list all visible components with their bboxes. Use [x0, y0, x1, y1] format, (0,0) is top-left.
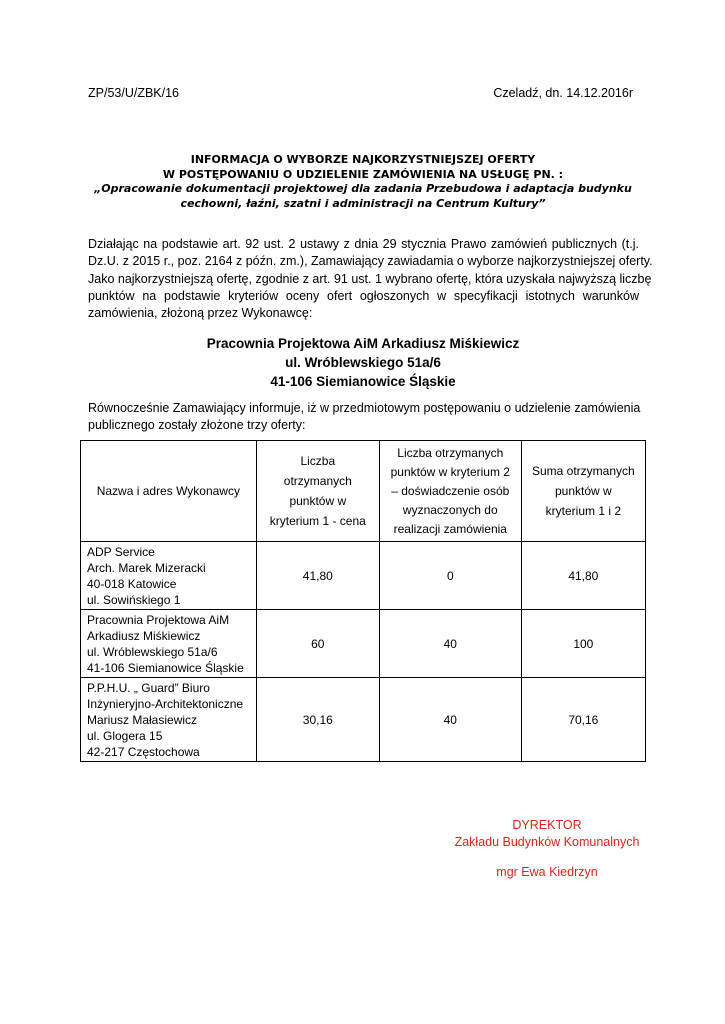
criterion-1-cell: 60 [256, 610, 379, 678]
contractor-cell: P.P.H.U. „ Guard” Biuro Inżynieryjno-Architektoniczne Mariusz Małasiewicz ul. Glogera 15 42-217 Częstochowa [81, 678, 257, 762]
sum-cell: 100 [521, 610, 645, 678]
winner-city: 41-106 Siemianowice Śląskie [270, 374, 456, 389]
signature-person: mgr Ewa Kiedrzyn [496, 865, 598, 879]
table-header-row [81, 441, 646, 542]
paragraph-line: Działając na podstawie art. 92 ust. 2 ustawy z dnia 29 stycznia Prawo zamówień publicznych (t.j. [88, 237, 639, 251]
heading-line: INFORMACJA O WYBORZE NAJKORZYSTNIEJSZEJ OFERTY [190, 153, 536, 166]
heading-line: W POSTĘPOWANIU O UDZIELENIE ZAMÓWIENIA NA USŁUGĘ PN. : [162, 167, 564, 181]
paragraph-line: publicznego zostały złożone trzy oferty: [88, 417, 306, 432]
paragraph-line: zamówienia, złożoną przez Wykonawcę: [88, 306, 313, 321]
signature-title: DYREKTOR [512, 818, 582, 832]
winner-street: ul. Wróblewskiego 51a/6 [285, 355, 441, 370]
heading-line: cechowni, łaźni, szatni i administracji na Centrum Kultury” [180, 196, 546, 210]
sum-cell: 70,16 [521, 678, 645, 762]
paragraph-line: Jako najkorzystniejszą ofertę, zgodnie z art. 91 ust. 1 wybrano ofertę, która uzyskała najwyższą liczbę [88, 271, 652, 286]
legal-basis-paragraph [88, 236, 653, 322]
reference-number: ZP/53/U/ZBK/16 [88, 86, 180, 100]
table-row [81, 542, 646, 610]
criterion-2-cell: 40 [379, 610, 521, 678]
criterion-1-cell: 30,16 [256, 678, 379, 762]
criterion-2-cell: 40 [379, 678, 521, 762]
paragraph-line: Równocześnie Zamawiający informuje, iż w przedmiotowym postępowaniu o udzielenie zamówienia [88, 401, 641, 415]
signature-unit: Zakładu Budynków Komunalnych [454, 835, 640, 849]
header-contractor: Nazwa i adres Wykonawcy [81, 441, 257, 542]
document-heading [80, 153, 646, 211]
header-criterion-2: Liczba otrzymanych punktów w kryterium 2 – doświadczenie osób wyznaczonych do realizacji zamówienia [379, 441, 521, 542]
criterion-2-cell: 0 [379, 542, 521, 610]
offers-intro-paragraph [88, 400, 639, 433]
place-and-date: Czeladź, dn. 14.12.2016r [493, 86, 633, 100]
criterion-1-cell: 41,80 [256, 542, 379, 610]
heading-line: „Opracowanie dokumentacji projektowej dla zadania Przebudowa i adaptacja budynku [94, 182, 632, 195]
paragraph-line: Dz.U. z 2015 r., poz. 2164 z późn. zm.), Zamawiający zawiadamia o wyborze najkorzystniejszej oferty. [88, 254, 653, 269]
table-row [81, 678, 646, 762]
header-criterion-1: Liczba otrzymanych punktów w kryterium 1 - cena [256, 441, 379, 542]
contractor-cell: ADP Service Arch. Marek Mizeracki 40-018 Katowice ul. Sowińskiego 1 [81, 542, 257, 610]
winning-contractor [80, 334, 646, 391]
contractor-cell: Pracownia Projektowa AiM Arkadiusz Miśkiewicz ul. Wróblewskiego 51a/6 41-106 Siemianowice Śląskie [81, 610, 257, 678]
sum-cell: 41,80 [521, 542, 645, 610]
header-sum: Suma otrzymanych punktów w kryterium 1 i 2 [521, 441, 645, 542]
winner-name: Pracownia Projektowa AiM Arkadiusz Miśkiewicz [206, 336, 520, 351]
paragraph-line: punktów na podstawie kryteriów oceny ofert ogłoszonych w specyfikacji istotnych warunków [88, 288, 639, 303]
table-row [81, 610, 646, 678]
offers-table [80, 440, 646, 762]
